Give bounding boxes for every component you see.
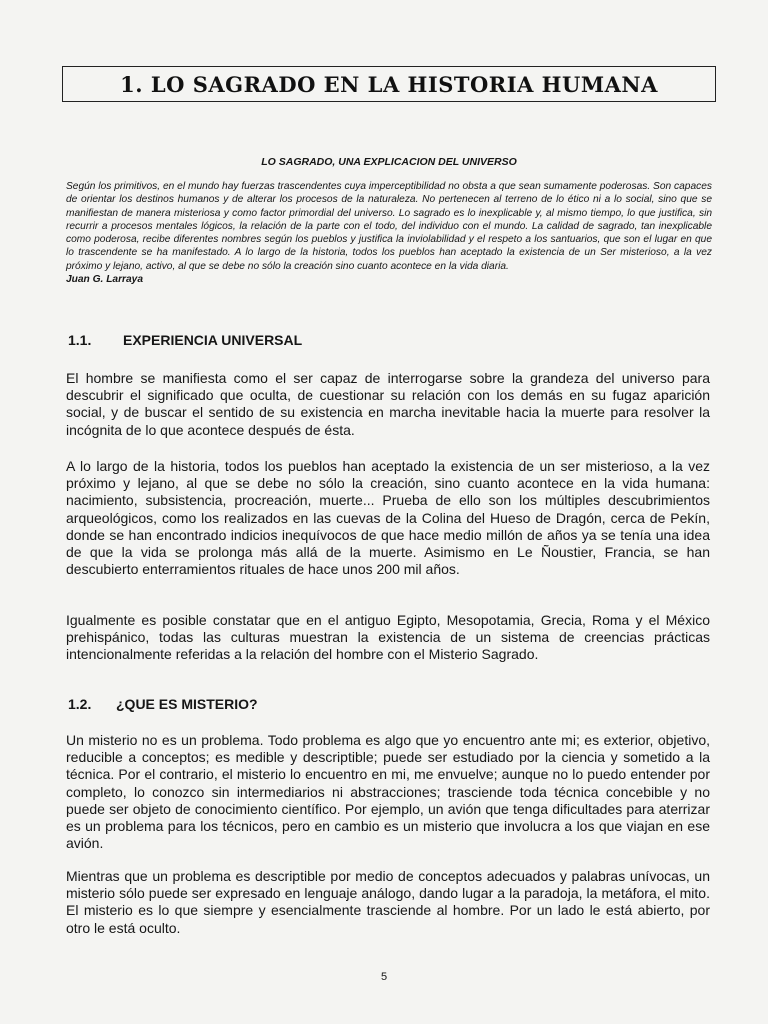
paragraph: El hombre se manifiesta como el ser capaz de interrogarse sobre la grandeza del universo para descubrir el significado que oculta, de cuestionar su relación con los demás en su fugaz aparición social, y de buscar el sentido de su existencia en marcha inevitable hacia la muerte para resolver la incógnita de lo que acontece después de ésta. xyxy=(66,370,710,438)
quote-heading: LO SAGRADO, UNA EXPLICACION DEL UNIVERSO xyxy=(261,156,517,168)
title-box xyxy=(62,66,716,102)
section-heading-misterio xyxy=(68,696,258,712)
page-number: 5 xyxy=(380,971,388,983)
epigraph-quote xyxy=(66,180,712,286)
section-title: EXPERIENCIA UNIVERSAL xyxy=(123,332,303,348)
section-title: ¿QUE ES MISTERIO? xyxy=(116,696,258,712)
section-heading-experiencia xyxy=(68,332,302,348)
paragraph: Mientras que un problema es descriptible por medio de conceptos adecuados y palabras unívocas, un misterio sólo puede ser expresado en lenguaje análogo, dando lugar a la paradoja, la metáfora, el mito. El misterio es lo que siempre y esencialmente trasciende al hombre. Por un lado le está abierto, por otro le está oculto. xyxy=(66,868,710,936)
quote-text: Según los primitivos, en el mundo hay fuerzas trascendentes cuya imperceptibilidad no obsta a que sean sumamente poderosas. Son capaces de orientar los destinos humanos y de alterar los procesos de la naturaleza. No pertenecen al terreno de lo ético ni a lo social, sino que se manifiestan de manera misteriosa y como factor primordial del universo. Lo sagrado es lo inexplicable y, al mismo tiempo, lo que justifica, sin recurrir a procesos mentales lógicos, la relación de la parte con el todo, del individuo con el mundo. La calidad de sagrado, tan inexplicable como poderosa, recibe diferentes nombres según los pueblos y justifica la inviolabilidad y el respeto a los santuarios, que son el lugar en que lo trascendente se ha manifestado. A lo largo de la historia, todos los pueblos han aceptado la existencia de un Ser misterioso, a la vez próximo y lejano, activo, al que se debe no sólo la creación sino cuanto acontece en la vida diaria. xyxy=(66,181,712,272)
paragraph: Igualmente es posible constatar que en el antiguo Egipto, Mesopotamia, Grecia, Roma y el México prehispánico, todas las culturas muestran la existencia de un sistema de creencias prácticas intencionalmente referidas a la relación del hombre con el Misterio Sagrado. xyxy=(66,612,710,663)
section-number: 1.1. xyxy=(68,332,92,348)
quote-author: Juan G. Larraya xyxy=(66,274,144,286)
section-number: 1.2. xyxy=(68,696,92,712)
paragraph: Un misterio no es un problema. Todo problema es algo que yo encuentro ante mi; es exterior, objetivo, reducible a conceptos; es medible y descriptible; puede ser estudiado por la ciencia y sometido a la técnica. Por el contrario, el misterio lo encuentro en mi, me envuelve; aunque no lo puedo entender por completo, lo conozco sin intermediarios ni abstracciones; trasciende toda técnica concebible y no puede ser objeto de conocimiento científico. Por ejemplo, un avión que tenga dificultades para aterrizar es un problema para los técnicos, pero en cambio es un misterio que involucra a los que viajan en ese avión. xyxy=(66,732,710,852)
paragraph: A lo largo de la historia, todos los pueblos han aceptado la existencia de un ser misterioso, a la vez próximo y lejano, al que se debe no sólo la creación, sino cuanto acontece en la vida humana: nacimiento, subsistencia, procreación, muerte... Prueba de ello son los múltiples descubrimientos arqueológicos, como los realizados en las cuevas de la Colina del Hueso de Dragón, cerca de Pekín, donde se han encontrado indicios inequívocos de que hace medio millón de años ya se tenía una idea de que la vida se prolonga más allá de la muerte. Asimismo en Le Ñoustier, Francia, se han descubierto enterramientos rituales de hace unos 200 mil años. xyxy=(66,458,710,578)
page-title: 1. LO SAGRADO EN LA HISTORIA HUMANA xyxy=(120,71,658,97)
